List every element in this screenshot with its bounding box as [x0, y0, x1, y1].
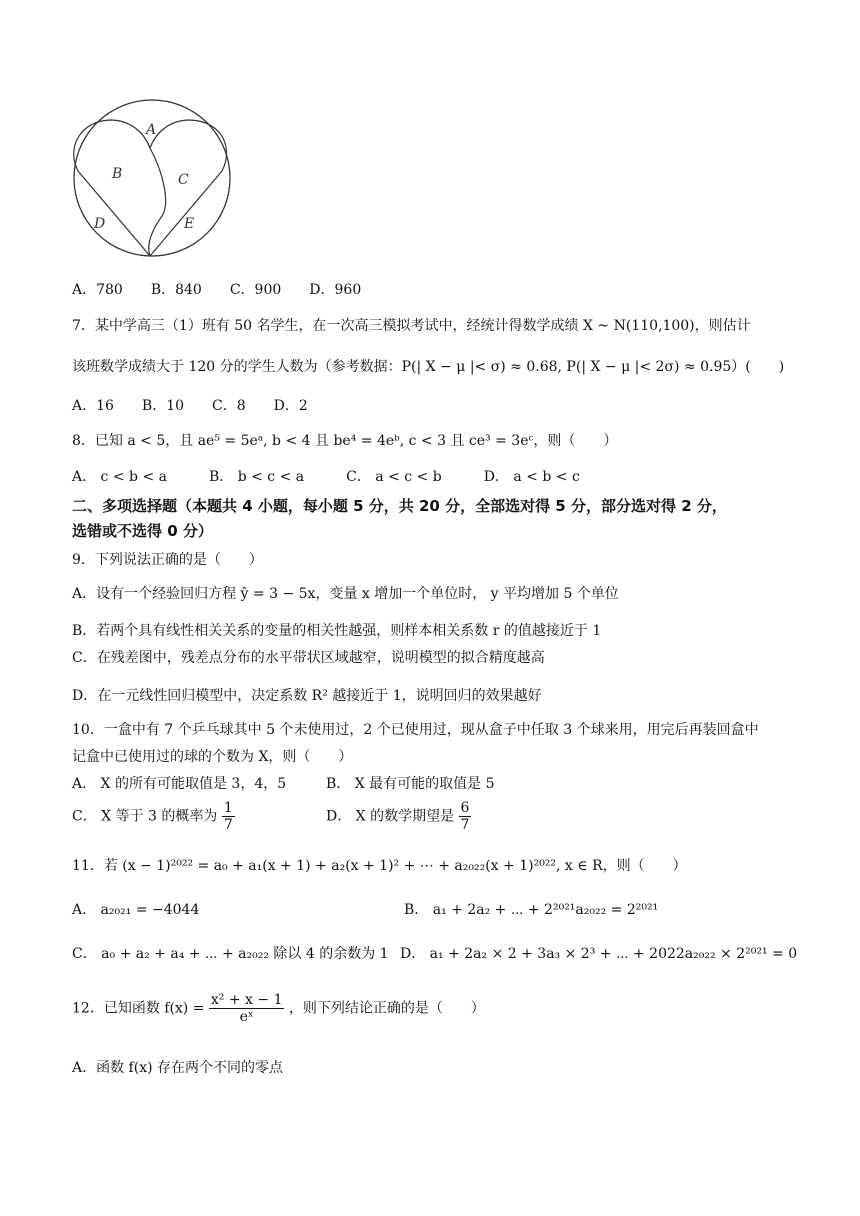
- q9-option-d: D．在一元线性回归模型中，决定系数 R² 越接近于 1，说明回归的效果越好: [72, 688, 542, 704]
- q9-option-c: C．在残差图中，残差点分布的水平带状区域越窄，说明模型的拟合精度越高: [72, 650, 545, 666]
- figure-label-d: D: [94, 216, 106, 232]
- q11-option-d: D． a₁ + 2a₂ × 2 + 3a₃ × 2³ + ⋯ + 2022a₂₀₂₂ × 2²⁰²¹ = 0: [400, 946, 798, 962]
- q11-option-b: B． a₁ + 2a₂ + ⋯ + 2²⁰²¹a₂₀₂₂ = 2²⁰²¹: [404, 902, 659, 918]
- q10-option-c-fraction: [222, 800, 235, 833]
- q10-option-c: [72, 800, 235, 833]
- q10-option-d-fraction: [459, 800, 472, 833]
- q10-option-d-text: D． X 的数学期望是: [326, 808, 455, 825]
- q10-option-b: B． X 最有可能的取值是 5: [326, 776, 495, 792]
- q6-options: A．780 B．840 C．900 D．960: [72, 282, 362, 298]
- q12-stem-pre: 12．已知函数 f(x) =: [72, 1000, 205, 1017]
- q7-line1: 7．某中学高三（1）班有 50 名学生，在一次高三模拟考试中，经统计得数学成绩 X ~ N(110,100)，则估计: [72, 318, 751, 334]
- q12-stem-post: ，则下列结论正确的是（ ）: [288, 1000, 485, 1017]
- section2-heading-line2: 选错或不选得 0 分）: [72, 522, 213, 540]
- q10-c-denominator: 7: [223, 817, 233, 833]
- figure-label-e: E: [184, 216, 195, 232]
- q9-option-a: A．设有一个经验回归方程 ŷ = 3 − 5x，变量 x 增加一个单位时， y 平均增加 5 个单位: [72, 586, 619, 602]
- q11-stem: 11．若 (x − 1)²⁰²² = a₀ + a₁(x + 1) + a₂(x + 1)² + ⋯ + a₂₀₂₂(x + 1)²⁰²², x ∈ R，则（ ）: [72, 858, 687, 874]
- q10-option-c-text: C． X 等于 3 的概率为: [72, 808, 218, 825]
- q10-option-a: A． X 的所有可能取值是 3，4，5: [72, 776, 287, 792]
- q11-option-a: A． a₂₀₂₁ = −4044: [72, 902, 200, 918]
- q7-options: A．16 B．10 C．8 D．2: [72, 398, 308, 414]
- heart-circle-figure: [72, 96, 232, 258]
- q12-stem: [72, 992, 485, 1025]
- q10-line1: 10．一盒中有 7 个乒乓球其中 5 个未使用过，2 个已使用过，现从盒子中任取 3 个球来用，用完后再装回盒中: [72, 722, 759, 738]
- q12-numerator: x² + x − 1: [210, 992, 283, 1008]
- q10-c-numerator: 1: [223, 800, 233, 816]
- q10-line2: 记盒中已使用过的球的个数为 X，则（ ）: [72, 749, 353, 765]
- q12-option-a: A．函数 f(x) 存在两个不同的零点: [72, 1060, 284, 1076]
- q8-options: A． c < b < a B． b < c < a C． a < c < b D． a < b < c: [72, 469, 580, 485]
- q8-stem: 8．已知 a < 5，且 ae⁵ = 5eᵃ, b < 4 且 be⁴ = 4eᵇ, c < 3 且 ce³ = 3eᶜ，则（ ）: [72, 433, 618, 449]
- section2-heading-line1: 二、多项选择题（本题共 4 小题，每小题 5 分，共 20 分，全部选对得 5 分，部分选对得 2 分，: [72, 497, 727, 515]
- q12-denominator: eˣ: [239, 1009, 254, 1025]
- q10-option-d: [326, 800, 471, 833]
- q7-line2: 该班数学成绩大于 120 分的学生人数为（参考数据：P(| X − μ |< σ) ≈ 0.68, P(| X − μ |< 2σ) ≈ 0.95）( ): [72, 359, 785, 375]
- q12-fraction: [209, 992, 285, 1025]
- q10-d-denominator: 7: [460, 817, 470, 833]
- q9-stem: 9．下列说法正确的是（ ）: [72, 552, 263, 568]
- q11-option-c: C． a₀ + a₂ + a₄ + ⋯ + a₂₀₂₂ 除以 4 的余数为 1: [72, 946, 389, 962]
- figure-label-b: B: [112, 166, 123, 182]
- q9-option-b: B．若两个具有线性相关关系的变量的相关性越强，则样本相关系数 r 的值越接近于 1: [72, 623, 602, 639]
- q10-d-numerator: 6: [460, 800, 470, 816]
- figure-label-c: C: [178, 172, 189, 188]
- figure-label-a: A: [146, 122, 157, 138]
